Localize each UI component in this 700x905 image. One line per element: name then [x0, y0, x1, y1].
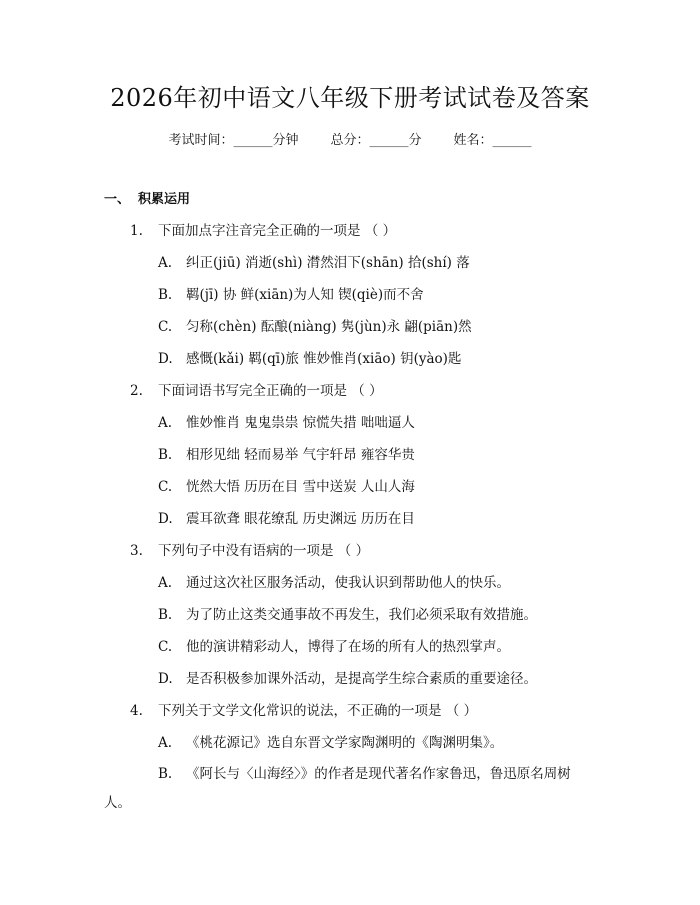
option-letter: A.	[158, 735, 173, 751]
option-text: 恍然大悟 历历在目 雪中送炭 人山人海	[186, 479, 415, 495]
exam-time-field: 考试时间：______分钟	[168, 133, 299, 148]
option-item	[158, 253, 470, 273]
option-item	[158, 605, 537, 625]
option-item	[158, 285, 424, 305]
option-letter: C.	[158, 479, 173, 495]
question-number: 4.	[130, 703, 143, 719]
option-letter: A.	[158, 255, 173, 271]
question-text: 下列关于文学文化常识的说法，不正确的一项是 （ ）	[158, 703, 478, 719]
section-title: 积累运用	[138, 192, 191, 207]
page-title: 2026年初中语文八年级下册考试试卷及答案	[110, 84, 590, 112]
total-score-field: 总分：______分	[330, 133, 422, 148]
option-text: 相形见绌 轻而易举 气宇轩昂 雍容华贵	[186, 447, 415, 463]
section-number: 一、	[104, 192, 131, 207]
student-name-field: 姓名：______	[453, 133, 532, 148]
option-text: 震耳欲聋 眼花缭乱 历史渊远 历历在目	[186, 511, 415, 527]
option-letter: B.	[158, 607, 173, 623]
option-text: 感慨(kǎi) 羁(qī)旅 惟妙惟肖(xiāo) 钥(yào)匙	[186, 351, 462, 367]
option-letter: D.	[158, 511, 173, 527]
option-letter: C.	[158, 319, 173, 335]
question-text: 下面加点字注音完全正确的一项是 （ ）	[158, 223, 397, 239]
option-item	[158, 349, 461, 369]
option-item	[158, 413, 415, 433]
exam-info-line	[0, 131, 700, 151]
option-item	[158, 317, 472, 337]
question-stem	[130, 381, 383, 401]
option-letter: A.	[158, 415, 173, 431]
question-number: 1.	[130, 223, 143, 239]
question-stem	[130, 221, 396, 241]
option-letter: B.	[158, 287, 173, 303]
option-text: 通过这次社区服务活动，使我认识到帮助他人的快乐。	[186, 575, 510, 591]
question-number: 2.	[130, 383, 143, 399]
option-letter: C.	[158, 639, 173, 655]
option-item	[158, 669, 537, 689]
option-text: 羁(jī) 协 鲜(xiān)为人知 锲(qiè)而不舍	[186, 287, 424, 303]
question-text: 下列句子中没有语病的一项是 （ ）	[158, 543, 370, 559]
option-item	[158, 477, 415, 497]
option-text: 是否积极参加课外活动，是提高学生综合素质的重要途径。	[186, 671, 537, 687]
option-text: 纠正(jiū) 消逝(shì) 潸然泪下(shān) 拾(shí) 落	[186, 255, 470, 271]
question-stem	[130, 541, 369, 561]
option-letter: A.	[158, 575, 173, 591]
question-stem	[130, 701, 477, 721]
option-item	[104, 760, 594, 818]
option-text: 他的演讲精彩动人，博得了在场的所有人的热烈掌声。	[186, 639, 510, 655]
option-item	[158, 733, 503, 753]
option-letter: D.	[158, 671, 173, 687]
option-text: 《阿长与〈山海经〉》的作者是现代著名作家鲁迅，鲁迅原名周树人。	[104, 766, 571, 811]
option-text: 《桃花源记》选自东晋文学家陶渊明的《陶渊明集》。	[186, 735, 504, 751]
option-item	[158, 637, 510, 657]
option-text: 惟妙惟肖 鬼鬼祟祟 惊慌失措 咄咄逼人	[186, 415, 415, 431]
option-item	[158, 573, 510, 593]
option-letter: B.	[158, 766, 173, 782]
question-number: 3.	[130, 543, 143, 559]
option-letter: B.	[158, 447, 173, 463]
option-letter: D.	[158, 351, 173, 367]
option-item	[158, 509, 415, 529]
question-text: 下面词语书写完全正确的一项是 （ ）	[158, 383, 383, 399]
section-heading	[104, 190, 190, 210]
option-item	[158, 445, 415, 465]
option-text: 为了防止这类交通事故不再发生，我们必须采取有效措施。	[186, 607, 537, 623]
option-text: 匀称(chèn) 酝酿(niàng) 隽(jùn)永 翩(piān)然	[186, 319, 472, 335]
